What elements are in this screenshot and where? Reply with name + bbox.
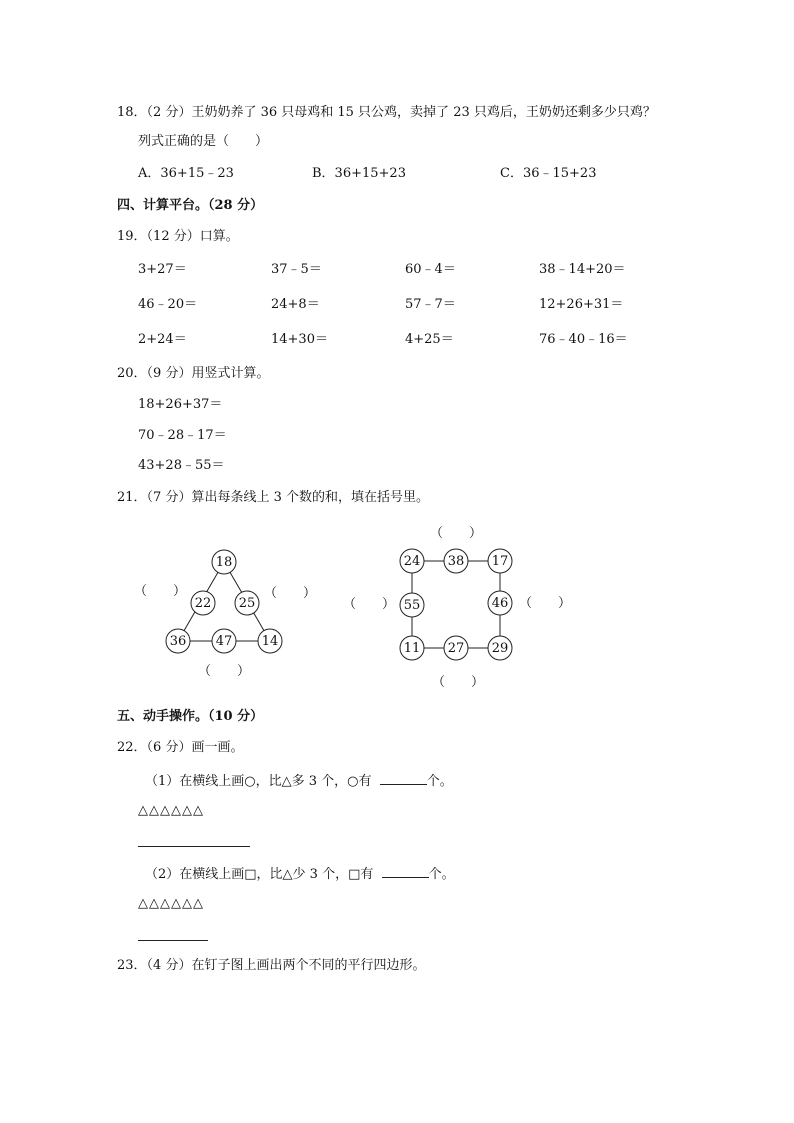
q23-stem: 23．（4 分）在钉子图上画出两个不同的平行四边形。 [117,958,426,973]
q22-part1-answer-blank[interactable] [380,772,427,785]
square-node-top-left: 24 [403,554,421,569]
q20-item: 18+26+37＝ [138,397,223,412]
triangle-node-left-mid: 22 [194,596,212,611]
q22-part2-triangles: △△△△△△ [138,896,204,911]
q19-stem: 19．（12 分）口算。 [117,229,239,244]
q22-part1-triangles: △△△△△△ [138,803,204,818]
q19-item: 38﹣14+20＝ [539,262,626,277]
triangle-node-bottom-mid: 47 [215,634,233,649]
answer-bracket-triangle-bottom[interactable]: （ ） [197,664,251,679]
q20-stem: 20．（9 分）用竖式计算。 [117,366,270,381]
square-node-left-mid: 55 [403,598,421,613]
q21-stem: 21．（7 分）算出每条线上 3 个数的和，填在括号里。 [117,490,429,505]
square-node-bottom-left: 11 [403,641,421,656]
q18-option-b: B．36+15+23 [312,166,406,181]
square-node-bottom-mid: 27 [447,641,465,656]
square-node-right-mid: 46 [491,596,509,611]
q19-item: 46﹣20＝ [138,297,198,312]
q22-part2-suffix: 个。 [428,867,455,882]
q22-part1-text: （1）在横线上画○，比△多 3 个，○有 [145,774,372,789]
answer-bracket-square-top[interactable]: （ ） [429,526,483,541]
q19-item: 2+24＝ [138,332,187,347]
q19-item: 4+25＝ [405,332,454,347]
answer-bracket-triangle-right[interactable]: （ ） [263,586,317,601]
q18-answer-prompt: 列式正确的是（ ） [138,134,269,149]
q19-item: 14+30＝ [271,332,328,347]
q19-item: 12+26+31＝ [539,297,624,312]
triangle-node-bottom-right: 14 [261,634,279,649]
section-5-title: 五、动手操作。（10 分） [117,709,264,724]
section-4-title: 四、计算平台。（28 分） [117,198,264,213]
answer-bracket-square-left[interactable]: （ ） [342,597,396,612]
q22-part2-text: （2）在横线上画□，比△少 3 个，□有 [145,867,374,882]
q22-part2 [145,865,455,883]
q19-item: 76﹣40﹣16＝ [539,332,628,347]
q19-item: 60﹣4＝ [405,262,456,277]
q18-stem: 18．（2 分）王奶奶养了 36 只母鸡和 15 只公鸡，卖掉了 23 只鸡后，王奶奶还剩多少只鸡？ [117,105,656,120]
q20-item: 70﹣28﹣17＝ [138,428,227,443]
triangle-node-right-mid: 25 [238,596,256,611]
q19-item: 57﹣7＝ [405,297,456,312]
triangle-node-top: 18 [215,555,233,570]
q22-part1 [145,772,453,790]
q19-item: 37﹣5＝ [271,262,322,277]
triangle-node-bottom-left: 36 [169,634,187,649]
q22-part1-drawing-line[interactable] [138,846,250,847]
q18-option-c: C．36﹣15+23 [500,166,597,181]
square-node-top-mid: 38 [447,554,465,569]
q19-item: 3+27＝ [138,262,187,277]
square-node-bottom-right: 29 [491,641,509,656]
q22-stem: 22．（6 分）画一画。 [117,740,244,755]
answer-bracket-square-bottom[interactable]: （ ） [431,675,485,690]
square-node-top-right: 17 [491,554,509,569]
answer-bracket-triangle-left[interactable]: （ ） [133,584,187,599]
q18-option-a: A．36+15﹣23 [138,166,234,181]
q22-part1-suffix: 个。 [426,774,453,789]
q22-part2-answer-blank[interactable] [382,865,429,878]
q19-item: 24+8＝ [271,297,320,312]
answer-bracket-square-right[interactable]: （ ） [518,596,572,611]
q20-item: 43+28﹣55＝ [138,458,225,473]
q21-figures [0,515,794,715]
q22-part2-drawing-line[interactable] [138,940,208,941]
